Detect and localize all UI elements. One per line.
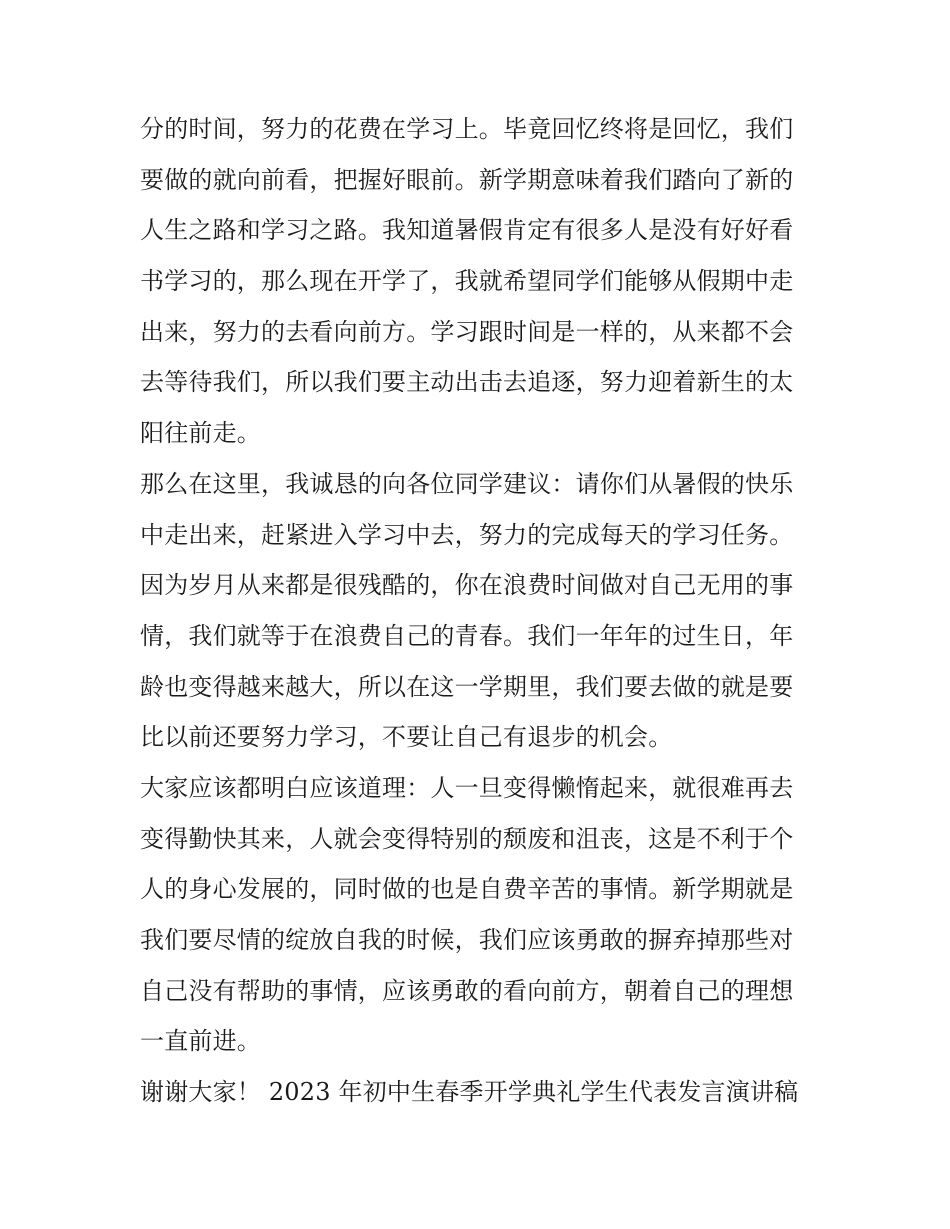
closing-line: 谢谢大家！ 2023 年初中生春季开学典礼学生代表发言演讲稿 (140, 1078, 799, 1107)
text-line: 因为岁月从来都是很残酷的，你在浪费时间做对自己无用的事 (140, 571, 794, 600)
document-body (140, 104, 820, 1118)
paragraph-4 (140, 1067, 820, 1118)
text-line: 阳往前走。 (140, 419, 261, 448)
paragraph-3 (140, 763, 820, 1067)
paragraph-1 (140, 104, 820, 459)
text-line: 去等待我们，所以我们要主动出击去追逐，努力迎着新生的太 (140, 368, 794, 397)
text-line: 那么在这里，我诚恳的向各位同学建议：请你们从暑假的快乐 (140, 469, 794, 498)
text-line: 我们要尽情的绽放自我的时候，我们应该勇敢的摒弃掉那些对 (140, 926, 794, 954)
text-line: 一直前进。 (140, 1027, 261, 1056)
text-line: 书学习的，那么现在开学了，我就希望同学们能够从假期中走 (140, 267, 794, 296)
text-line: 要做的就向前看，把握好眼前。新学期意味着我们踏向了新的 (140, 165, 794, 194)
paragraph-2 (140, 459, 820, 763)
text-line: 分的时间，努力的花费在学习上。毕竟回忆终将是回忆，我们 (140, 115, 794, 143)
text-line: 比以前还要努力学习，不要让自己有退步的机会。 (140, 723, 673, 752)
text-line: 变得勤快其来，人就会变得特别的颓废和沮丧，这是不利于个 (140, 824, 794, 853)
text-line: 出来，努力的去看向前方。学习跟时间是一样的，从来都不会 (140, 317, 794, 346)
text-line: 中走出来，赶紧进入学习中去，努力的完成每天的学习任务。 (140, 520, 794, 549)
text-line: 情，我们就等于在浪费自己的青春。我们一年年的过生日，年 (140, 621, 794, 650)
text-line: 人生之路和学习之路。我知道暑假肯定有很多人是没有好好看 (140, 216, 794, 245)
text-line: 龄也变得越来越大，所以在这一学期里，我们要去做的就是要 (140, 672, 794, 701)
text-line: 人的身心发展的，同时做的也是自费辛苦的事情。新学期就是 (140, 875, 794, 904)
text-line: 大家应该都明白应该道理：人一旦变得懒惰起来，就很难再去 (140, 773, 794, 802)
text-line: 自己没有帮助的事情，应该勇敢的看向前方，朝着自己的理想 (140, 976, 794, 1005)
